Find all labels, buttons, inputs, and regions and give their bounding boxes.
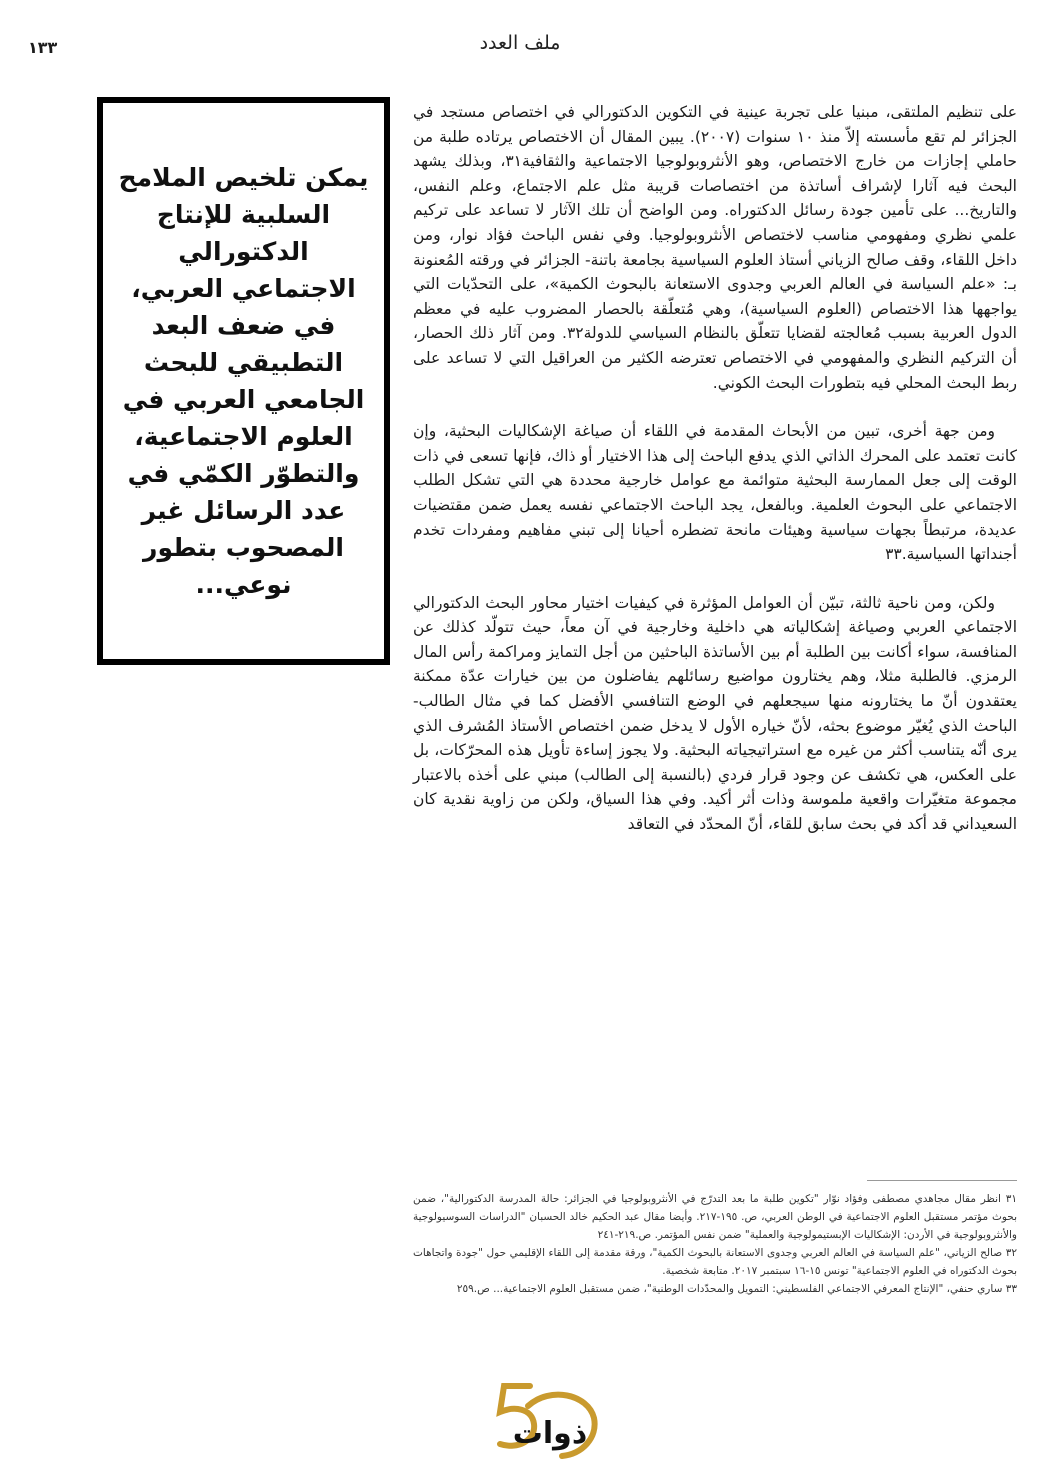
page-number: ١٣٣ [28, 38, 58, 57]
body-paragraph: على تنظيم الملتقى، مبنيا على تجربة عينية في التكوين الدكتورالي في اختصاص مستجد في الجزائر لم تقع مأسسته إلاّ منذ ١٠ سنوات (٢٠٠٧). يبين المقال أن الاختصاص يرتاده طلبة من حاملي إجازات من خارج الاختصاص، وهو الأنثروبولوجيا الاجتماعية والثقافية٣١، وبذلك يشهد البحث فيه آثارا لإشراف أساتذة من اختصاصات قريبة مثل علم الاجتماع، وعلم النفس، والتاريخ... على تأمين جودة رسائل الدكتوراه. ومن الواضح أن تلك الآثار لا تساعد على تركيم علمي نظري ومفهومي مناسب لاختصاص الأنثروبولوجيا. وفي نفس الباحث فؤاد نوار، ومن داخل اللقاء، وقف صالح الزياني أستاذ العلوم السياسية بجامعة باتنة- الجزائر في ورقته المُعنونة بـ: «علم السياسة في العالم العربي وجدوى الاستعانة بالبحوث الكمية»، على التحدّيات التي يواجهها هذا الاختصاص (العلوم السياسية)، وهي مُتعلّقة بالحصار المضروب عليه في معظم الدول العربية بسبب مُعالجته لقضايا تتعلّق بالنظام السياسي للدولة٣٢. ومن آثار ذلك الحصار، أن التركيم النظري والمفهومي في الاختصاص تعترضه الكثير من العراقيل التي لا تساعد على ربط البحث المحلي فيه بتطورات البحث الكوني. [413, 103, 1017, 392]
publisher-logo [470, 1378, 610, 1460]
body-paragraph: ولكن، ومن ناحية ثالثة، تبيّن أن العوامل المؤثرة في كيفيات اختيار محاور البحث الدكتورالي الاجتماعي العربي وصياغة إشكالياته هي داخلية وخارجية في آن معاً، حيث تتولّد كذلك عن المنافسة، سواء أكانت بين الطلبة أم بين الأساتذة الباحثين من أجل التمايز ومراكمة رأس المال الرمزي. فالطلبة مثلا، وهم يختارون مواضيع رسائلهم يفاضلون من بين خيارات عدّة ممكنة يعتقدون أنّ ما يختارونه منها سيجعلهم في الوضع التنافسي الأفضل كما في مثال الطالب-الباحث الذي يُغيّر موضوع بحثه، لأنّ خياره الأول لا يدخل ضمن اختصاص الأستاذ المُشرف الذي يرى أنّه يتناسب أكثر من غيره مع استراتيجياته البحثية. ولا يجوز إساءة تأويل هذه المحرّكات، بل على العكس، هي تكشف عن وجود قرار فردي (بالنسبة إلى الطالب) مبني على أخذه بالاعتبار مجموعة متغيّرات واقعية ملموسة وذات أثر أكيد. وفي هذا السياق، ولكن من زاوية نقدية كان السعيداني قد أكد في بحث سابق للقاء، أنّ المحدّد في التعاقد [413, 593, 1017, 834]
pullquote-text: يمكن تلخيص الملامح السلبية للإنتاج الدكتورالي الاجتماعي العربي، في ضعف البعد التطبيقي للبحث الجامعي العربي في العلوم الاجتماعية، والتطوّر الكمّي في عدد الرسائل غير المصحوب بتطور نوعي... [118, 163, 369, 599]
footnote: ٣٢ صالح الزياني، "علم السياسة في العالم العربي وجدوى الاستعانة بالبحوث الكمية"، ورقة مقدمة إلى اللقاء الإقليمي حول "جودة واتجاهات بحوث الدكتوراه في العلوم الاجتماعية" تونس ١٥-١٦ سبتمبر ٢٠١٧. متابعة شخصية. [413, 1247, 1017, 1277]
footnotes-divider [867, 1180, 1017, 1181]
pullquote-box [97, 97, 390, 665]
article-body [413, 100, 1017, 861]
body-paragraph: ومن جهة أخرى، تبين من الأبحاث المقدمة في اللقاء أن صياغة الإشكاليات البحثية، وإن كانت تعتمد على المحرك الذاتي الذي يدفع الباحث إلى هذا الاختيار أو ذاك، فإنها تسعى في ذات الوقت إلى جعل الممارسة البحثية متوائمة مع عوامل خارجية محددة هي التي تشكل الطلب الاجتماعي على البحوث العلمية. وبالفعل، يجد الباحث الاجتماعي نفسه يعمل ضمن مقتضيات عديدة، مرتبطاً بجهات سياسية وهيئات مانحة تضطره أحيانا إلى تبني مفاهيم ومفردات تخدم أجنداتها السياسية.٣٣ [413, 422, 1017, 564]
running-title: ملف العدد [479, 32, 561, 54]
footnote: ٣٣ ساري حنفي، "الإنتاج المعرفي الاجتماعي الفلسطيني: التمويل والمحدّدات الوطنية"، ضمن مستقبل العلوم الاجتماعية... ص.٢٥٩ [456, 1283, 1017, 1295]
footnotes [413, 1190, 1017, 1298]
footnote: ٣١ انظر مقال مجاهدي مصطفى وفؤاد نوّار "تكوين طلبة ما بعد التدرّج في الأنثروبولوجيا في الجزائر: حالة المدرسة الدكتورالية"، ضمن بحوث مؤتمر مستقبل العلوم الاجتماعية في الوطن العربي، ص. ١٩٥-٢١٧. وأيضا مقال عبد الحكيم خالد الحسبان "الدراسات السوسيولوجية والأنثروبولوجية في الأردن: الإشكاليات الإبستيمولوجية والعملية" ضمن نفس المؤتمر. ص.٢١٩-٢٤١ [413, 1193, 1018, 1241]
logo-text: ذوات [512, 1416, 588, 1451]
